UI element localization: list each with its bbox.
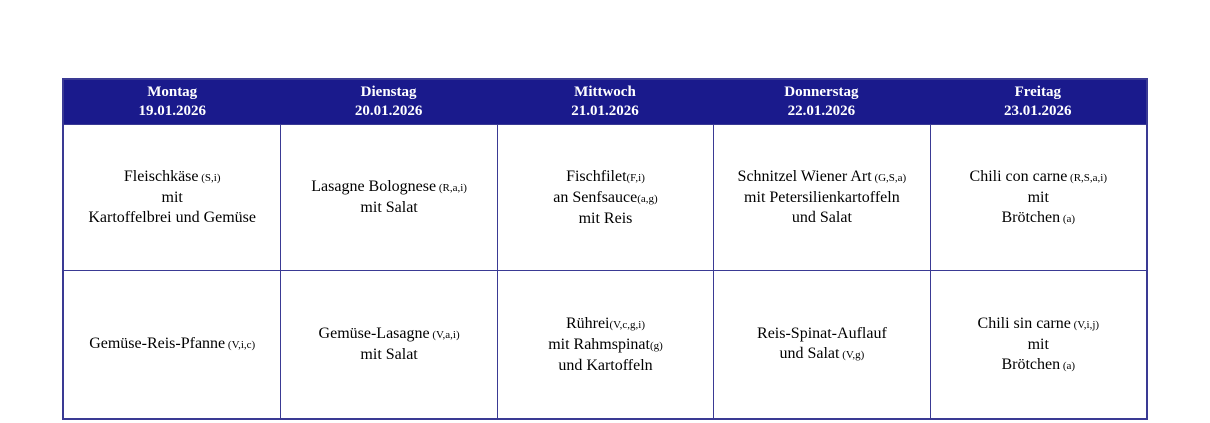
menu-cell-vegetarian-dishes-donnerstag bbox=[713, 270, 929, 418]
menu-cell-vegetarian-dishes-dienstag bbox=[280, 270, 496, 418]
dish-line bbox=[162, 188, 183, 208]
dish-text: mit bbox=[1027, 335, 1049, 353]
dish-text: mit Salat bbox=[360, 346, 418, 363]
allergen-code: (R,S,a,i) bbox=[1067, 171, 1108, 184]
menu-cell-vegetarian-dishes-mittwoch bbox=[497, 270, 713, 418]
menu-cell-main-dishes-mittwoch bbox=[497, 124, 713, 270]
dish-text: Fleischkäse bbox=[123, 168, 199, 185]
dish-text: mit Rahmspinat bbox=[548, 335, 650, 353]
dish-line bbox=[744, 188, 900, 208]
day-label: Mittwoch bbox=[574, 84, 636, 100]
dish-text: an Senfsauce bbox=[553, 188, 638, 206]
dish-text: Fischfilet bbox=[566, 167, 627, 185]
date-label: 21.01.2026 bbox=[571, 103, 639, 119]
dish-text: mit Salat bbox=[360, 199, 418, 216]
allergen-code: (V,i,j) bbox=[1070, 318, 1100, 331]
header-cell-mittwoch bbox=[497, 80, 713, 124]
dish-text: und Salat bbox=[779, 345, 840, 362]
allergen-code: (a,g) bbox=[637, 192, 658, 205]
dish-line bbox=[738, 167, 907, 188]
dish-line bbox=[566, 167, 645, 188]
dish-text: und Kartoffeln bbox=[558, 356, 653, 374]
day-label: Montag bbox=[147, 84, 198, 100]
dish-text: mit bbox=[1027, 188, 1049, 206]
dish-text: Gemüse-Lasagne bbox=[318, 325, 430, 342]
allergen-code: (F,i) bbox=[626, 171, 645, 184]
dish-line bbox=[311, 177, 467, 198]
menu-cell-main-dishes-montag bbox=[64, 124, 280, 270]
allergen-code: (a) bbox=[1060, 359, 1076, 372]
weekly-menu-table bbox=[62, 78, 1148, 420]
day-label: Donnerstag bbox=[784, 84, 859, 100]
dish-text: Chili sin carne bbox=[977, 314, 1071, 332]
menu-cell-vegetarian-dishes-montag bbox=[64, 270, 280, 418]
dish-text: mit bbox=[161, 189, 183, 206]
menu-cell-main-dishes-dienstag bbox=[280, 124, 496, 270]
dish-text: Rührei bbox=[565, 314, 610, 332]
dish-line bbox=[1001, 355, 1075, 376]
main-dish-row bbox=[64, 124, 1146, 270]
day-label: Dienstag bbox=[360, 84, 417, 100]
dish-line bbox=[360, 198, 417, 218]
dish-line bbox=[779, 344, 864, 365]
dish-text: Brötchen bbox=[1001, 208, 1061, 226]
date-label: 23.01.2026 bbox=[1004, 103, 1072, 119]
dish-line bbox=[978, 314, 1100, 335]
menu-cell-main-dishes-freitag bbox=[930, 124, 1146, 270]
dish-text: Schnitzel Wiener Art bbox=[737, 168, 872, 185]
dish-line bbox=[970, 167, 1107, 188]
dish-line bbox=[1028, 335, 1049, 355]
dish-line bbox=[792, 208, 852, 228]
dish-line bbox=[553, 188, 657, 209]
allergen-code: (V,c,g,i) bbox=[609, 318, 646, 331]
allergen-code: (V,i,c) bbox=[225, 339, 256, 351]
allergen-code: (g) bbox=[649, 339, 663, 352]
header-cell-dienstag bbox=[280, 80, 496, 124]
dish-line bbox=[360, 345, 417, 365]
vegetarian-dish-row bbox=[64, 270, 1146, 418]
day-label: Freitag bbox=[1014, 84, 1061, 100]
dish-text: Lasagne Bolognese bbox=[311, 178, 437, 195]
allergen-code: (R,a,i) bbox=[436, 182, 467, 194]
menu-cell-main-dishes-donnerstag bbox=[713, 124, 929, 270]
date-label: 22.01.2026 bbox=[787, 103, 856, 119]
dish-text: mit Reis bbox=[578, 209, 633, 227]
dish-text: Brötchen bbox=[1001, 355, 1061, 373]
dish-text: Gemüse-Reis-Pfanne bbox=[89, 335, 226, 352]
dish-line bbox=[319, 324, 460, 345]
allergen-code: (V,g) bbox=[839, 349, 865, 361]
menu-cell-vegetarian-dishes-freitag bbox=[930, 270, 1146, 418]
dish-line bbox=[1001, 208, 1075, 229]
table-header-row bbox=[64, 80, 1146, 124]
header-cell-donnerstag bbox=[713, 80, 929, 124]
dish-line bbox=[88, 208, 256, 228]
dish-text: mit Petersilienkartoffeln bbox=[744, 189, 900, 206]
allergen-code: (a) bbox=[1060, 212, 1076, 225]
date-label: 20.01.2026 bbox=[354, 103, 423, 119]
allergen-code: (S,i) bbox=[198, 172, 221, 184]
dish-line bbox=[757, 324, 887, 344]
dish-line bbox=[89, 334, 255, 355]
allergen-code: (G,S,a) bbox=[871, 172, 907, 184]
dish-line bbox=[579, 209, 633, 229]
dish-text: Kartoffelbrei und Gemüse bbox=[88, 209, 257, 226]
dish-line bbox=[1028, 188, 1049, 208]
dish-line bbox=[558, 356, 652, 376]
date-label: 19.01.2026 bbox=[138, 103, 206, 119]
dish-line bbox=[566, 314, 645, 335]
dish-text: und Salat bbox=[791, 209, 852, 226]
dish-text: Reis-Spinat-Auflauf bbox=[757, 325, 887, 342]
dish-text: Chili con carne bbox=[969, 167, 1068, 185]
dish-line bbox=[548, 335, 663, 356]
dish-line bbox=[124, 167, 221, 188]
header-cell-montag bbox=[64, 80, 280, 124]
allergen-code: (V,a,i) bbox=[429, 329, 460, 341]
header-cell-freitag bbox=[930, 80, 1146, 124]
